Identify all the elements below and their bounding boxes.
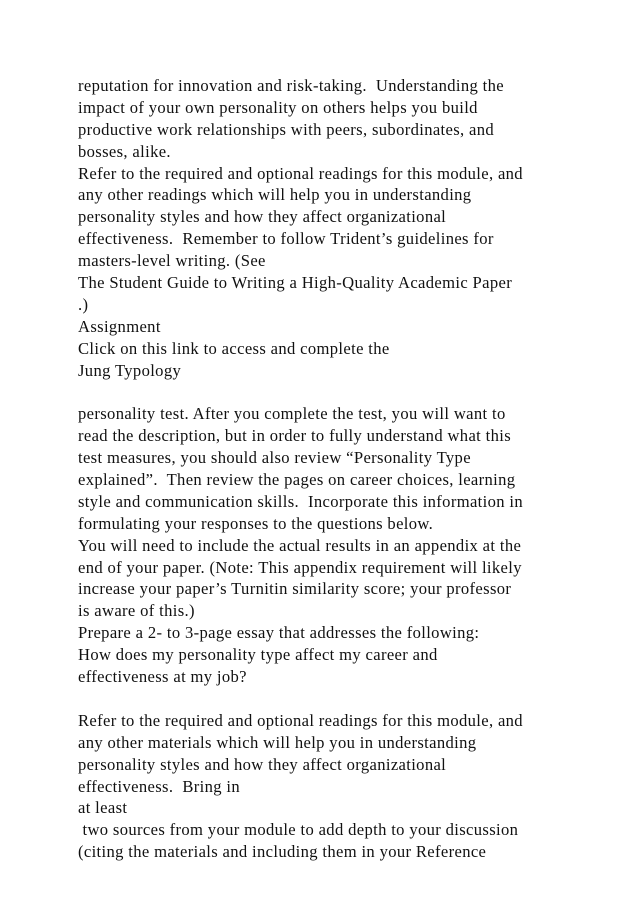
text-line: effectiveness. Bring in: [78, 776, 241, 796]
text-line: formulating your responses to the questions below.: [78, 513, 434, 533]
text-line: two sources from your module to add depth to your discussion: [78, 820, 519, 840]
section-heading-assignment: Assignment: [78, 316, 161, 336]
text-line: explained”. Then review the pages on career choices, learning: [78, 470, 516, 490]
text-line: (citing the materials and including them in your Reference: [78, 842, 487, 862]
text-line: style and communication skills. Incorporate this information in: [78, 491, 523, 511]
text-line: Refer to the required and optional readings for this module, and: [78, 163, 523, 183]
text-line: effectiveness at my job?: [78, 667, 247, 687]
text-line: personality styles and how they affect organizational: [78, 754, 447, 774]
text-line: read the description, but in order to fully understand what this: [78, 426, 511, 446]
text-line: How does my personality type affect my career and: [78, 645, 438, 665]
text-line: Click on this link to access and complete the: [78, 338, 390, 358]
text-line: You will need to include the actual results in an appendix at the: [78, 535, 522, 555]
text-line: any other readings which will help you in understanding: [78, 185, 472, 205]
text-line: productive work relationships with peers, subordinates, and: [78, 119, 495, 139]
text-line: personality test. After you complete the test, you will want to: [78, 404, 506, 424]
text-line: test measures, you should also review “Personality Type: [78, 448, 471, 468]
blank-line: [78, 688, 578, 710]
text-line: effectiveness. Remember to follow Trident’s guidelines for: [78, 229, 494, 249]
text-line: end of your paper. (Note: This appendix requirement will likely: [78, 557, 522, 577]
document-body: [78, 75, 578, 863]
text-line: at least: [78, 798, 128, 818]
text-line: personality styles and how they affect organizational: [78, 207, 447, 227]
text-line: bosses, alike.: [78, 141, 171, 161]
text-line: increase your paper’s Turnitin similarity score; your professor: [78, 579, 512, 599]
text-line: is aware of this.): [78, 601, 195, 621]
blank-line: [78, 381, 578, 403]
text-line: Prepare a 2- to 3-page essay that addresses the following:: [78, 623, 480, 643]
text-line: .): [78, 294, 89, 314]
text-line: any other materials which will help you in understanding: [78, 732, 477, 752]
text-line: masters-level writing. (See: [78, 251, 266, 271]
text-line: Refer to the required and optional readings for this module, and: [78, 710, 523, 730]
text-line: impact of your own personality on others helps you build: [78, 97, 478, 117]
link-jung-typology[interactable]: Jung Typology: [78, 360, 182, 380]
link-student-guide[interactable]: The Student Guide to Writing a High-Quality Academic Paper: [78, 273, 513, 293]
text-line: reputation for innovation and risk-taking. Understanding the: [78, 76, 504, 95]
